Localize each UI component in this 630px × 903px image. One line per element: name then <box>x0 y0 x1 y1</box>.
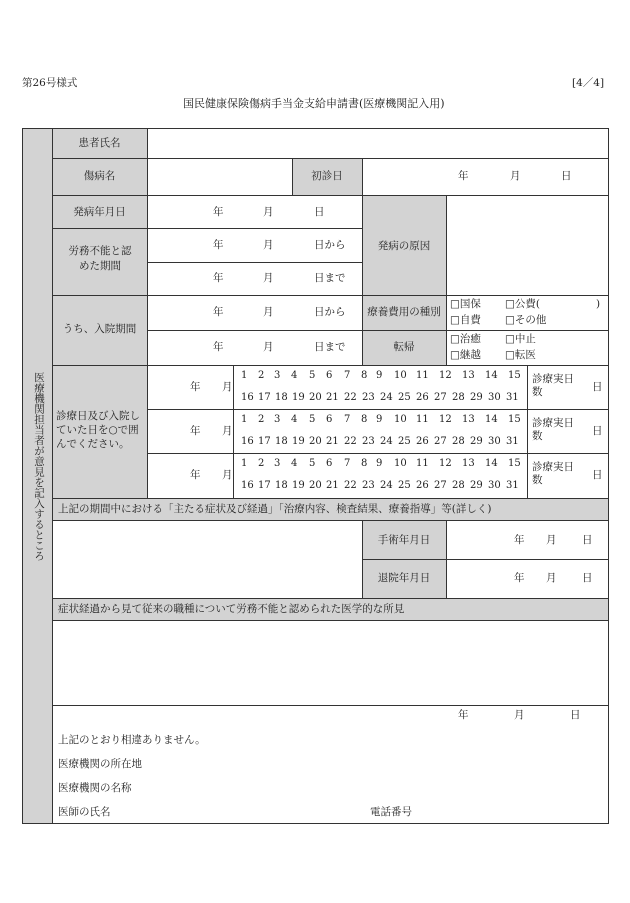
day-number[interactable]: 16 <box>241 436 254 447</box>
day-number[interactable]: 2 <box>258 414 265 425</box>
day-number[interactable]: 7 <box>344 458 351 469</box>
form-title: 国民健康保険傷病手当金支給申請書(医療機関記入用) <box>183 97 445 110</box>
day-number[interactable]: 15 <box>508 458 521 469</box>
month-unit: 月 <box>263 272 274 284</box>
month-unit: 月 <box>546 572 557 584</box>
year-unit: 年 <box>190 425 201 437</box>
day-number[interactable]: 23 <box>362 480 375 491</box>
day-unit: 日 <box>582 572 593 584</box>
day-number[interactable]: 17 <box>258 392 271 403</box>
year-unit: 年 <box>213 272 224 284</box>
day-number[interactable]: 29 <box>470 392 483 403</box>
day-number[interactable]: 22 <box>344 480 357 491</box>
until-unit: 日まで <box>314 341 346 353</box>
disease-name-field[interactable] <box>148 159 291 195</box>
day-number[interactable]: 15 <box>508 370 521 381</box>
onset-cause-label: 発病の原因 <box>377 240 431 252</box>
day-number[interactable]: 27 <box>434 436 447 447</box>
day-number[interactable]: 5 <box>309 370 316 381</box>
first-visit-label: 初診日 <box>311 170 343 182</box>
day-number[interactable]: 11 <box>416 414 429 425</box>
until-unit: 日まで <box>314 272 346 284</box>
day-number[interactable]: 5 <box>309 458 316 469</box>
opinion-field[interactable] <box>53 621 607 705</box>
day-number[interactable]: 26 <box>416 392 429 403</box>
day-number[interactable]: 10 <box>394 414 407 425</box>
symptoms-header: 上記の期間中における「主たる症状及び経過」「治療内容、検査結果、療養指導」等(詳しく) <box>58 503 492 515</box>
day-number[interactable]: 28 <box>452 480 465 491</box>
day-number[interactable]: 9 <box>376 414 383 425</box>
day-number[interactable]: 24 <box>380 436 393 447</box>
day-number[interactable]: 3 <box>274 414 281 425</box>
day-number[interactable]: 6 <box>326 414 333 425</box>
surgery-date-label: 手術年月日 <box>377 534 431 546</box>
visit-days-label: 診療日及び入院していた日を○で囲んでください。 <box>56 410 140 450</box>
day-number[interactable]: 25 <box>398 392 411 403</box>
day-unit: 日 <box>314 206 325 218</box>
day-number[interactable]: 18 <box>275 436 288 447</box>
year-unit: 年 <box>213 306 224 318</box>
day-number[interactable]: 31 <box>506 480 519 491</box>
day-number[interactable]: 15 <box>508 414 521 425</box>
month-unit: 月 <box>263 341 274 353</box>
day-number[interactable]: 1 <box>241 458 248 469</box>
cost-option-other[interactable]: □その他 <box>505 314 547 326</box>
day-number[interactable]: 26 <box>416 480 429 491</box>
day-number[interactable]: 26 <box>416 436 429 447</box>
year-unit: 年 <box>213 206 224 218</box>
day-number[interactable]: 21 <box>326 392 339 403</box>
day-number[interactable]: 27 <box>434 392 447 403</box>
day-number[interactable]: 24 <box>380 392 393 403</box>
day-unit: 日 <box>592 469 603 481</box>
day-number[interactable]: 19 <box>292 392 305 403</box>
day-number[interactable]: 13 <box>462 370 475 381</box>
day-number[interactable]: 20 <box>309 436 322 447</box>
year-unit: 年 <box>458 709 469 721</box>
day-number[interactable]: 19 <box>292 436 305 447</box>
day-unit: 日 <box>582 534 593 546</box>
opinion-header: 症状経過から見て従来の職種について労務不能と認められた医学的な所見 <box>58 603 405 615</box>
cost-type-label: 療養費用の種別 <box>367 306 441 318</box>
institution-name-label: 医療機関の名称 <box>58 782 132 794</box>
day-number[interactable]: 6 <box>326 370 333 381</box>
month-unit: 月 <box>263 239 274 251</box>
day-number[interactable]: 12 <box>439 370 452 381</box>
day-number[interactable]: 30 <box>488 392 501 403</box>
year-unit: 年 <box>514 534 525 546</box>
onset-cause-field[interactable] <box>447 196 607 295</box>
day-number[interactable]: 2 <box>258 370 265 381</box>
disease-name-label: 傷病名 <box>83 170 116 182</box>
day-number[interactable]: 23 <box>362 436 375 447</box>
symptoms-field[interactable] <box>53 521 361 598</box>
month-unit: 月 <box>510 170 521 182</box>
day-number[interactable]: 20 <box>309 480 322 491</box>
year-unit: 年 <box>213 341 224 353</box>
discharge-date-label: 退院年月日 <box>377 572 431 584</box>
day-unit: 日 <box>592 425 603 437</box>
patient-name-field[interactable] <box>148 129 607 158</box>
year-unit: 年 <box>190 469 201 481</box>
day-number[interactable]: 23 <box>362 392 375 403</box>
month-unit: 月 <box>222 381 233 393</box>
day-number[interactable]: 9 <box>376 458 383 469</box>
day-number[interactable]: 16 <box>241 392 254 403</box>
hospital-period-label: うち、入院期間 <box>62 323 137 335</box>
outcome-label: 転帰 <box>393 341 415 353</box>
day-unit: 日 <box>570 709 581 721</box>
day-unit: 日 <box>561 170 572 182</box>
day-number[interactable]: 7 <box>344 414 351 425</box>
outcome-cured[interactable]: □治癒 <box>450 333 481 345</box>
day-number[interactable]: 25 <box>398 436 411 447</box>
cost-option-jihi[interactable]: □自費 <box>450 314 481 326</box>
cost-option-kokuho[interactable]: □国保 <box>450 298 481 310</box>
side-label: 医療機関担当者が意見を記入するところ <box>33 372 45 561</box>
day-number[interactable]: 12 <box>439 414 452 425</box>
day-number[interactable]: 22 <box>344 436 357 447</box>
address-label: 医療機関の所在地 <box>58 758 142 770</box>
day-number[interactable]: 19 <box>292 480 305 491</box>
day-number[interactable]: 4 <box>291 370 298 381</box>
day-number[interactable]: 31 <box>506 392 519 403</box>
day-number[interactable]: 24 <box>380 480 393 491</box>
day-number[interactable]: 13 <box>462 458 475 469</box>
day-number[interactable]: 17 <box>258 480 271 491</box>
day-number[interactable]: 22 <box>344 392 357 403</box>
day-number[interactable]: 4 <box>291 414 298 425</box>
year-unit: 年 <box>458 170 469 182</box>
day-number[interactable]: 8 <box>361 370 368 381</box>
patient-name-label: 患者氏名 <box>78 137 121 149</box>
day-number[interactable]: 31 <box>506 436 519 447</box>
month-unit: 月 <box>263 206 274 218</box>
day-number[interactable]: 5 <box>309 414 316 425</box>
day-number[interactable]: 28 <box>452 436 465 447</box>
day-number[interactable]: 6 <box>326 458 333 469</box>
day-number[interactable]: 9 <box>376 370 383 381</box>
day-unit: 日 <box>592 381 603 393</box>
day-number[interactable]: 7 <box>344 370 351 381</box>
day-number[interactable]: 11 <box>416 458 429 469</box>
year-unit: 年 <box>514 572 525 584</box>
day-number[interactable]: 21 <box>326 480 339 491</box>
day-number[interactable]: 4 <box>291 458 298 469</box>
day-number[interactable]: 8 <box>361 458 368 469</box>
day-number[interactable]: 21 <box>326 436 339 447</box>
actual-days-label: 診療実日数 <box>532 373 574 398</box>
actual-days-label: 診療実日数 <box>532 461 574 486</box>
day-number[interactable]: 11 <box>416 370 429 381</box>
form-number: 第26号様式 <box>22 77 78 89</box>
day-number[interactable]: 14 <box>485 370 498 381</box>
day-number[interactable]: 30 <box>488 480 501 491</box>
day-number[interactable]: 29 <box>470 480 483 491</box>
day-number[interactable]: 30 <box>488 436 501 447</box>
day-number[interactable]: 28 <box>452 392 465 403</box>
page-indicator: [4／4] <box>572 77 605 89</box>
phone-label: 電話番号 <box>370 806 412 818</box>
outcome-stopped[interactable]: □中止 <box>505 333 536 345</box>
day-number[interactable]: 18 <box>275 480 288 491</box>
day-number[interactable]: 1 <box>241 414 248 425</box>
month-unit: 月 <box>546 534 557 546</box>
certify-text: 上記のとおり相違ありません。 <box>58 734 206 746</box>
outcome-transferred[interactable]: □転医 <box>505 349 536 361</box>
outcome-continued[interactable]: □継越 <box>450 349 481 361</box>
doctor-name-label: 医師の氏名 <box>58 806 111 818</box>
actual-days-label: 診療実日数 <box>532 417 574 442</box>
cost-option-kouhi[interactable]: □公費( <box>505 298 541 310</box>
month-unit: 月 <box>222 425 233 437</box>
from-unit: 日から <box>314 306 346 318</box>
month-unit: 月 <box>263 306 274 318</box>
day-number[interactable]: 29 <box>470 436 483 447</box>
day-number[interactable]: 14 <box>485 414 498 425</box>
day-number[interactable]: 13 <box>462 414 475 425</box>
day-number[interactable]: 10 <box>394 458 407 469</box>
year-unit: 年 <box>190 381 201 393</box>
day-number[interactable]: 8 <box>361 414 368 425</box>
day-number[interactable]: 12 <box>439 458 452 469</box>
day-number[interactable]: 16 <box>241 480 254 491</box>
cost-option-paren: ) <box>596 298 601 310</box>
year-unit: 年 <box>213 239 224 251</box>
day-number[interactable]: 1 <box>241 370 248 381</box>
day-number[interactable]: 2 <box>258 458 265 469</box>
month-unit: 月 <box>514 709 525 721</box>
work-incapacity-label: 労務不能と認めた期間 <box>68 245 132 272</box>
day-number[interactable]: 27 <box>434 480 447 491</box>
from-unit: 日から <box>314 239 346 251</box>
day-number[interactable]: 3 <box>274 458 281 469</box>
day-number[interactable]: 17 <box>258 436 271 447</box>
day-number[interactable]: 3 <box>274 370 281 381</box>
month-unit: 月 <box>222 469 233 481</box>
day-number[interactable]: 25 <box>398 480 411 491</box>
day-number[interactable]: 14 <box>485 458 498 469</box>
onset-date-label: 発病年月日 <box>73 206 126 218</box>
day-number[interactable]: 10 <box>394 370 407 381</box>
day-number[interactable]: 20 <box>309 392 322 403</box>
day-number[interactable]: 18 <box>275 392 288 403</box>
